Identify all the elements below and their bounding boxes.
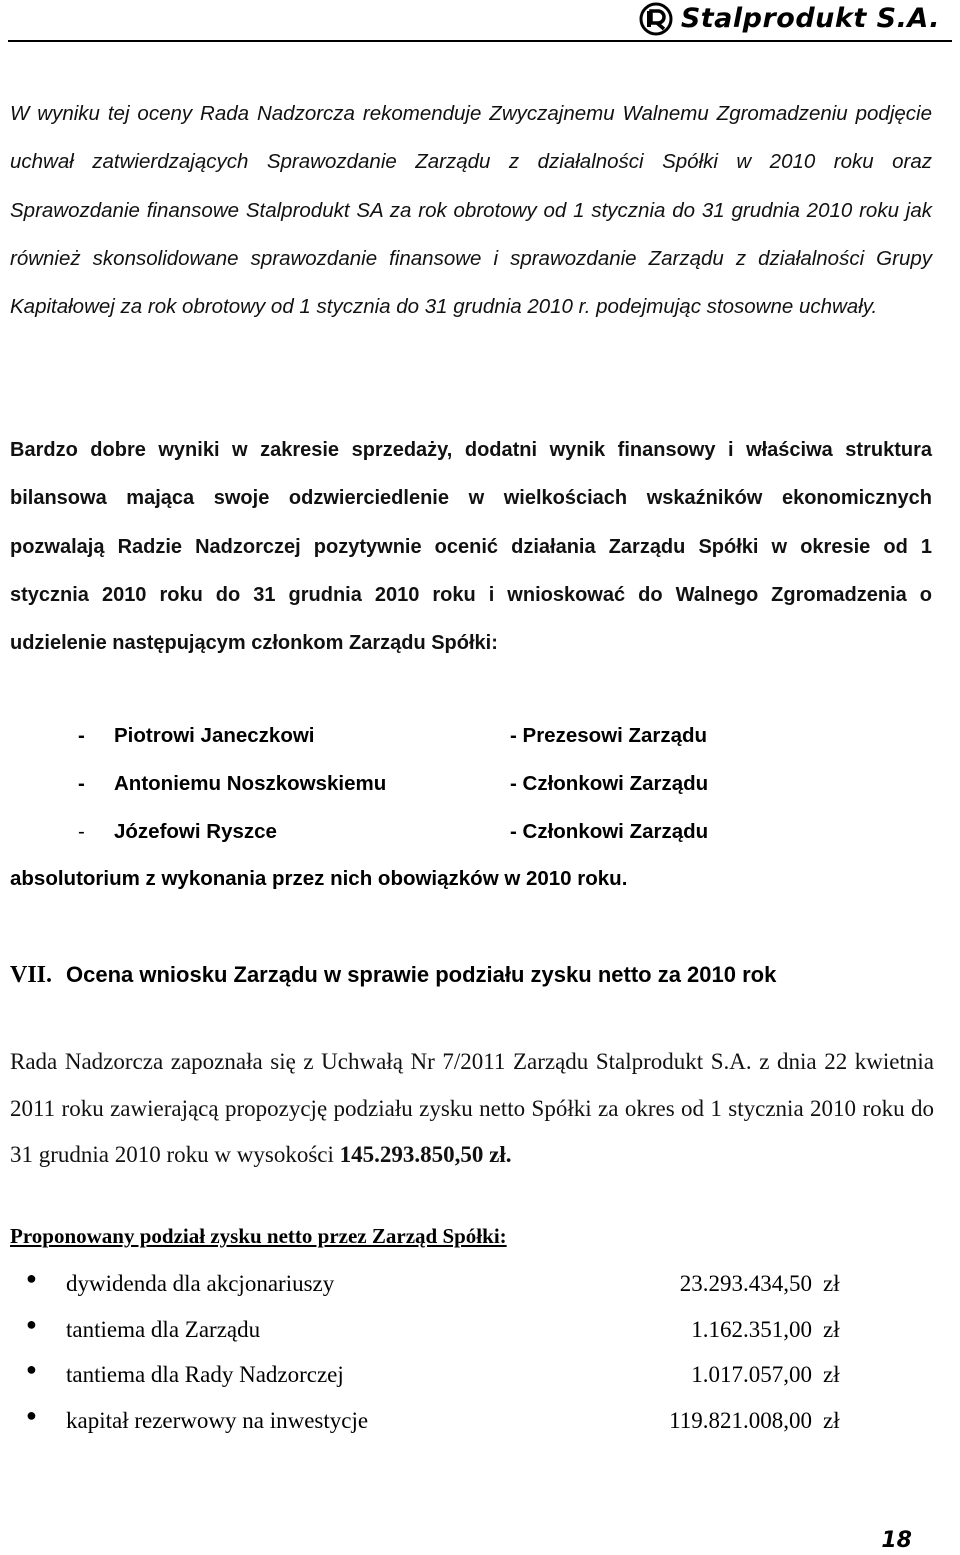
- profit-resolution-text: Rada Nadzorcza zapoznała się z Uchwałą Nr 7/2011 Zarządu Stalprodukt S.A. z dnia 22 kwietnia 2011 roku zawierającą propozycję podziału zysku netto Spółki za okres od 1 stycznia 2010 roku do 31 grudnia 2010 roku w wysokości: [10, 1049, 934, 1167]
- item-label: kapitał rezerwowy na inwestycje: [66, 1407, 369, 1433]
- header-rule: [8, 40, 952, 42]
- proposal-list: [0, 1263, 960, 1445]
- item-label: tantiema dla Zarządu: [66, 1316, 261, 1342]
- section-title: Ocena wniosku Zarządu w sprawie podziału zysku netto za 2010 rok: [66, 962, 777, 987]
- item-amount: 1.017.057,00: [691, 1362, 812, 1387]
- brand-logo: [639, 2, 940, 36]
- proposal-heading: Proponowany podział zysku netto przez Zarząd Spółki:: [10, 1224, 507, 1248]
- section-heading: [10, 962, 776, 989]
- member-name: Antoniemu Noszkowskiemu: [114, 772, 387, 795]
- page-number: 18: [881, 1528, 912, 1553]
- item-amount: 119.821.008,00: [669, 1407, 812, 1433]
- board-members-list: [0, 714, 960, 858]
- section-number: VII.: [10, 962, 53, 988]
- stalprodukt-logo-icon: [639, 2, 673, 36]
- list-item: [0, 1263, 960, 1309]
- page-header: [0, 0, 960, 46]
- item-currency: zł: [823, 1362, 840, 1387]
- member-role: - Członkowi Zarządu: [510, 772, 709, 795]
- item-currency: zł: [823, 1271, 840, 1296]
- item-label: tantiema dla Rady Nadzorczej: [66, 1362, 344, 1387]
- item-amount: 23.293.434,50: [679, 1271, 812, 1296]
- list-dash: -: [78, 772, 85, 795]
- item-currency: zł: [823, 1316, 840, 1342]
- brand-name: Stalprodukt S.A.: [680, 3, 940, 34]
- net-profit-amount: 145.293.850,50 zł.: [339, 1142, 512, 1167]
- bullet-icon: ●: [26, 1268, 37, 1288]
- list-dash: -: [78, 724, 85, 747]
- evaluation-paragraph: Bardzo dobre wyniki w zakresie sprzedaży, dodatni wynik finansowy i właściwa struktura bilansowa mająca swoje odzwierciedlenie w wielkościach wskaźników ekonomicznych pozwalają Radzie Nadzorczej pozytywnie ocenić działania Zarządu Spółki w okresie od 1 stycznia 2010 roku do 31 grudnia 2010 roku i wnioskować do Walnego Zgromadzenia o udzielenie następującym członkom Zarządu Spółki:: [10, 439, 932, 655]
- list-dash: -: [78, 820, 85, 843]
- bullet-icon: ●: [26, 1359, 37, 1379]
- board-member-row: [0, 810, 960, 858]
- item-amount: 1.162.351,00: [691, 1316, 812, 1342]
- list-item: [0, 1400, 960, 1446]
- recommendation-paragraph: W wyniku tej oceny Rada Nadzorcza rekomenduje Zwyczajnemu Walnemu Zgromadzeniu podjęcie uchwał zatwierdzających Sprawozdanie Zarządu z działalności Spółki w 2010 roku oraz Sprawozdanie finansowe Stalprodukt SA za rok obrotowy od 1 stycznia do 31 grudnia 2010 roku jak również skonsolidowane sprawozdanie finansowe i sprawozdanie Zarządu z działalności Grupy Kapitałowej za rok obrotowy od 1 stycznia do 31 grudnia 2010 r. podejmując stosowne uchwały.: [10, 102, 932, 319]
- absolutorium-line: absolutorium z wykonania przez nich obowiązków w 2010 roku.: [10, 867, 628, 890]
- item-label: dywidenda dla akcjonariuszy: [66, 1271, 335, 1296]
- item-currency: zł: [823, 1407, 840, 1433]
- member-role: - Członkowi Zarządu: [510, 820, 709, 843]
- member-role: - Prezesowi Zarządu: [510, 724, 708, 747]
- member-name: Józefowi Ryszce: [114, 820, 277, 843]
- bullet-icon: ●: [26, 1404, 37, 1425]
- board-member-row: [0, 762, 960, 810]
- board-member-row: [0, 714, 960, 762]
- list-item: [0, 1354, 960, 1400]
- bullet-icon: ●: [26, 1313, 37, 1334]
- member-name: Piotrowi Janeczkowi: [114, 724, 315, 747]
- profit-resolution-paragraph: [10, 1039, 934, 1179]
- list-item: [0, 1309, 960, 1355]
